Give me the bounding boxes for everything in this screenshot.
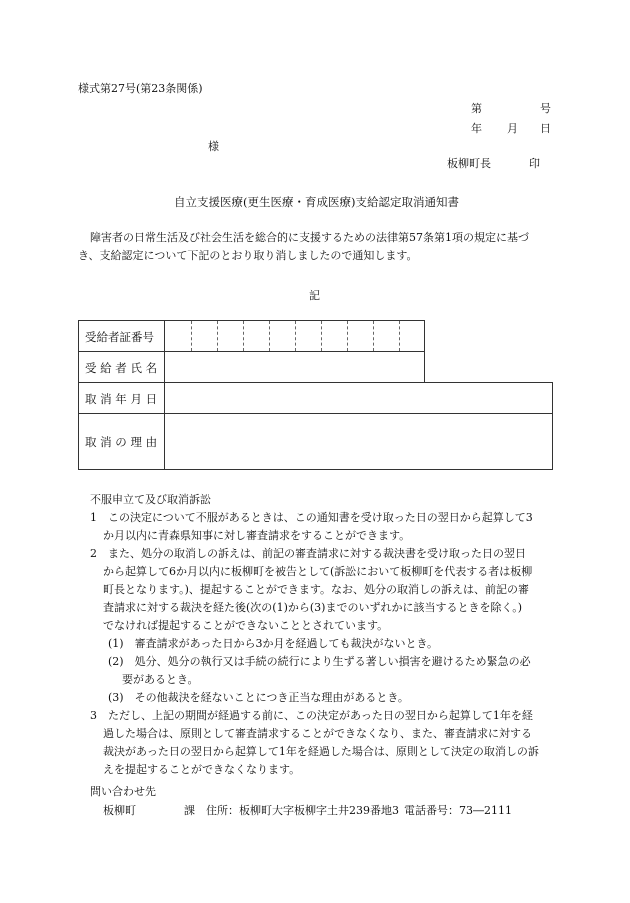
appeal-line: 裁決があった日の翌日から起算して1年を経過した場合は、原則として決定の取消しの訴 bbox=[103, 745, 539, 758]
label-recipient-name: 受 給 者 氏 名 bbox=[85, 361, 158, 375]
appeal-line: 町長となります。)、提起することができます。なお、処分の取消しの訴えは、前記の審 bbox=[103, 583, 530, 596]
contact-town: 板柳町 bbox=[103, 804, 136, 817]
label-cell-cancel-date bbox=[78, 382, 165, 414]
contact-phone: 電話番号：73―2111 bbox=[404, 804, 512, 817]
appeal-line: 2 また、処分の取消しの訴えは、前記の審査請求に対する裁決書を受け取った日の翌日 bbox=[90, 547, 526, 560]
date-day: 日 bbox=[540, 122, 551, 135]
appeal-line: (2) 処分、処分の執行又は手続の続行により生ずる著しい損害を避けるため緊急の必 bbox=[108, 655, 531, 668]
document-title: 自立支援医療(更生医療・育成医療)支給認定取消通知書 bbox=[174, 195, 459, 209]
recipient-honorific: 様 bbox=[208, 140, 219, 153]
contact-department: 課 bbox=[184, 804, 195, 817]
appeal-line: か月以内に青森県知事に対し審査請求をすることができます。 bbox=[103, 529, 411, 542]
appeal-line: えを提起することができなくなります。 bbox=[103, 763, 301, 776]
contact-address: 住所：板柳町大字板柳字土井239番地3 bbox=[206, 804, 399, 817]
form-number: 様式第27号(第23条関係) bbox=[78, 82, 203, 95]
appeal-line: 1 この決定について不服があるときは、この通知書を受け取った日の翌日から起算して3 bbox=[90, 511, 533, 524]
doc-number-prefix: 第 bbox=[471, 102, 482, 115]
doc-number-suffix: 号 bbox=[540, 102, 551, 115]
appeal-line: 過した場合は、原則として審査請求することができなくなり、また、審査請求に対する bbox=[103, 727, 532, 740]
cancel-reason-field[interactable] bbox=[164, 413, 553, 470]
appeal-line: 要があるとき。 bbox=[122, 673, 199, 686]
appeal-line: 3 ただし、上記の期間が経過する前に、この決定があった日の翌日から起算して1年を経 bbox=[90, 709, 533, 722]
label-cell-cert-number bbox=[78, 320, 165, 352]
appeal-line: でなければ提起することができないこととされています。 bbox=[103, 619, 389, 632]
appeal-heading: 不服申立て及び取消訴訟 bbox=[90, 493, 211, 506]
ki-mark: 記 bbox=[309, 289, 320, 302]
body-line-2: き、支給認定について下記のとおり取り消しましたので通知します。 bbox=[78, 249, 418, 262]
body-line-1: 障害者の日常生活及び社会生活を総合的に支援するための法律第57条第1項の規定に基づ bbox=[90, 231, 529, 244]
recipient-name-field[interactable] bbox=[164, 351, 425, 383]
label-cell-recipient-name bbox=[78, 351, 165, 383]
contact-heading: 問い合わせ先 bbox=[90, 785, 156, 798]
label-cancel-date: 取 消 年 月 日 bbox=[85, 392, 158, 406]
appeal-line: (3) その他裁決を経ないことにつき正当な理由があるとき。 bbox=[108, 691, 409, 704]
label-cert-number: 受給者証番号 bbox=[85, 330, 154, 344]
appeal-line: (1) 審査請求があった日から3か月を経過しても裁決がないとき。 bbox=[108, 637, 439, 650]
issuer-mayor: 板柳町長 bbox=[447, 157, 491, 170]
date-month: 月 bbox=[507, 122, 518, 135]
appeal-line: 査請求に対する裁決を経た後(次の(1)から(3)までのいずれかに該当するときを除く。) bbox=[103, 601, 523, 614]
appeal-line: から起算して6か月以内に板柳町を被告として(訴訟において板柳町を代表する者は板柳 bbox=[103, 565, 533, 578]
date-year: 年 bbox=[471, 122, 482, 135]
cert-number-field[interactable] bbox=[164, 320, 425, 352]
seal-mark: 印 bbox=[529, 157, 540, 170]
label-cancel-reason: 取 消 の 理 由 bbox=[85, 435, 158, 449]
cancel-date-field[interactable] bbox=[164, 382, 553, 414]
label-cell-cancel-reason bbox=[78, 413, 165, 470]
